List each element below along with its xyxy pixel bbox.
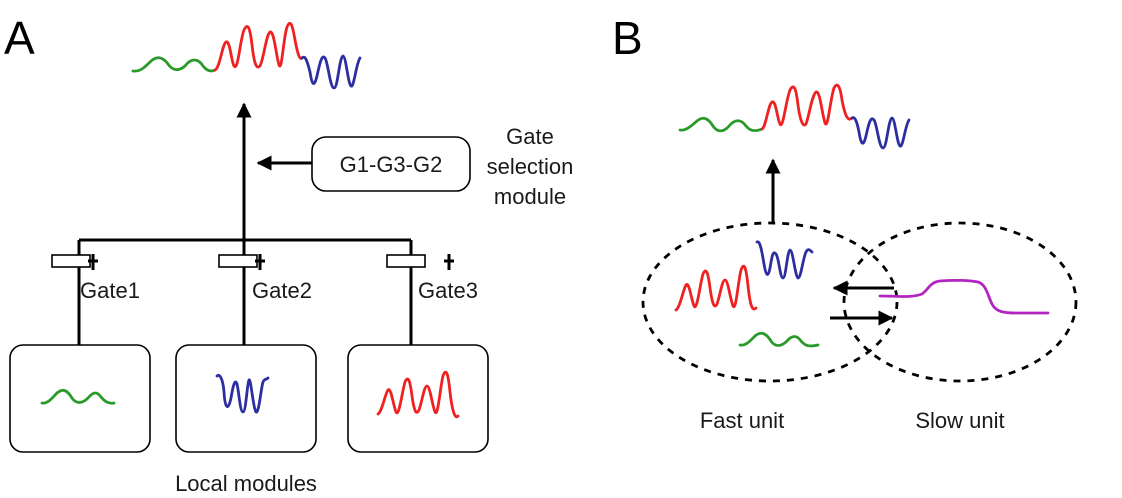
- panel-a: [4, 12, 573, 496]
- panel-b-output-sequence: [680, 85, 909, 148]
- selector-caption-line1: Gate: [506, 124, 554, 149]
- panel-b-letter: B: [612, 12, 643, 64]
- gate-selection-module: [258, 124, 573, 209]
- fast-unit-label: Fast unit: [699, 408, 785, 433]
- local-module-3: [348, 345, 488, 452]
- fast-unit-red-wave: [676, 266, 756, 310]
- panel-b-output-red-wave: [762, 85, 852, 129]
- panel-b: [612, 12, 1076, 433]
- panel-a-letter: A: [4, 12, 35, 64]
- panel-a-output-green-wave: [133, 58, 215, 71]
- gate-2-label: Gate2: [252, 278, 312, 303]
- gate-1-label: Gate1: [80, 278, 140, 303]
- local-modules-label: Local modules: [175, 471, 317, 496]
- fast-unit-blue-wave: [757, 242, 812, 278]
- panel-b-output-green-wave: [680, 118, 762, 131]
- gate-3-switch: [387, 255, 425, 267]
- gate-2-switch: [219, 255, 257, 267]
- panel-a-output-sequence: [133, 23, 360, 88]
- local-module-1-box: [10, 345, 150, 452]
- slow-unit-ellipse: [844, 223, 1076, 381]
- local-module-2: [176, 345, 316, 452]
- panel-a-output-red-wave: [215, 23, 302, 70]
- selector-caption-line3: module: [493, 184, 567, 209]
- slow-unit-purple-wave: [880, 280, 1048, 313]
- selector-caption-line2: selection: [486, 154, 574, 179]
- slow-unit-label: Slow unit: [915, 408, 1005, 433]
- fast-unit-green-wave: [740, 333, 818, 346]
- gate-3-label: Gate3: [418, 278, 478, 303]
- gate-3: [387, 240, 478, 345]
- panel-b-output-blue-wave: [852, 118, 909, 148]
- gate-2: [219, 240, 312, 345]
- gate-1-switch: [52, 255, 90, 267]
- panel-a-output-blue-wave: [302, 56, 360, 88]
- local-module-1: [10, 345, 150, 452]
- local-module-3-box: [348, 345, 488, 452]
- gate-1: [52, 240, 140, 345]
- selector-sequence-text: G1-G3-G2: [339, 152, 443, 177]
